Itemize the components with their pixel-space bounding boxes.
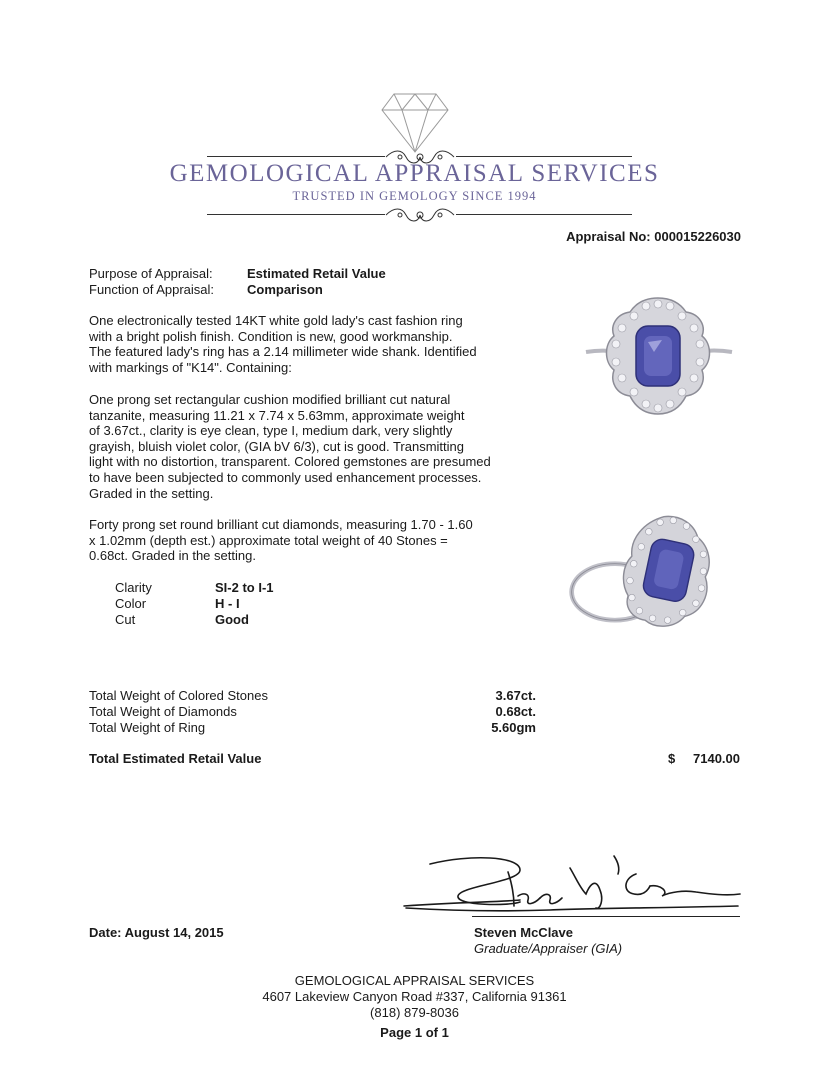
header-rule-bottom-right (456, 214, 632, 215)
appraisal-number-value: 000015226030 (654, 229, 741, 244)
tanzanite-description-line: of 3.67ct., clarity is eye clean, type I, medium dark, very slightly (89, 423, 453, 439)
total-colored-stones-label: Total Weight of Colored Stones (89, 688, 268, 703)
signature-image (400, 848, 745, 923)
scroll-ornament-icon (384, 205, 456, 225)
appraiser-name: Steven McClave (474, 925, 573, 940)
cut-value: Good (215, 612, 249, 627)
currency-symbol: $ (668, 751, 676, 766)
diamonds-description (89, 517, 529, 564)
tanzanite-description (89, 392, 529, 501)
footer-phone: (818) 879-8036 (370, 1005, 459, 1020)
tanzanite-description-line: One prong set rectangular cushion modified brilliant cut natural (89, 392, 451, 407)
footer-address: 4607 Lakeview Canyon Road #337, California 91361 (262, 989, 567, 1004)
diamonds-description-line: Forty prong set round brilliant cut diamonds, measuring 1.70 - 1.60 (89, 517, 473, 532)
tanzanite-description-line: grayish, bluish violet color, (GIA bV 6/3), cut is good. Transmitting (89, 438, 465, 454)
appraisal-number (566, 229, 741, 244)
total-diamonds-label: Total Weight of Diamonds (89, 704, 237, 719)
color-value: H - I (215, 596, 240, 611)
color-label: Color (115, 596, 147, 611)
purpose-value: Estimated Retail Value (247, 266, 386, 281)
ring-side-photo (566, 505, 726, 645)
total-ring-weight-value: 5.60gm (491, 720, 536, 735)
appraisal-date: Date: August 14, 2015 (89, 925, 224, 940)
page-number: Page 1 of 1 (380, 1025, 449, 1040)
diamonds-description-line: 0.68ct. Graded in the setting. (89, 548, 256, 564)
header-rule-top-left (207, 156, 385, 157)
ring-description-line: with markings of "K14". Containing: (89, 359, 292, 375)
company-title: GEMOLOGICAL APPRAISAL SERVICES (169, 160, 660, 187)
clarity-label: Clarity (115, 580, 152, 595)
function-value: Comparison (247, 282, 323, 297)
ring-description-line: with a bright polish finish. Condition is new, good workmanship. (89, 328, 453, 344)
purpose-label: Purpose of Appraisal: (89, 266, 213, 281)
header-rule-bottom-left (207, 214, 385, 215)
appraisal-number-label: Appraisal No: (566, 229, 651, 244)
ring-front-photo (578, 292, 738, 422)
company-tagline: TRUSTED IN GEMOLOGY SINCE 1994 (292, 189, 537, 203)
total-diamonds-value: 0.68ct. (495, 704, 536, 719)
retail-value-label: Total Estimated Retail Value (89, 751, 262, 766)
ring-description (89, 313, 529, 375)
diamonds-description-line: x 1.02mm (depth est.) approximate total weight of 40 Stones = (89, 532, 448, 548)
tanzanite-description-line: tanzanite, measuring 11.21 x 7.74 x 5.63mm, approximate weight (89, 407, 465, 423)
ring-description-line: One electronically tested 14KT white gold lady's cast fashion ring (89, 313, 463, 328)
tanzanite-description-line: Graded in the setting. (89, 485, 214, 501)
cut-label: Cut (115, 612, 136, 627)
tanzanite-description-line: light with no distortion, transparent. Colored gemstones are presumed (89, 454, 491, 470)
tanzanite-description-line: to have been subjected to commonly used enhancement processes. (89, 469, 482, 485)
total-ring-weight-label: Total Weight of Ring (89, 720, 206, 735)
total-colored-stones-value: 3.67ct. (495, 688, 536, 703)
diamond-logo-icon (380, 92, 450, 154)
appraiser-title: Graduate/Appraiser (GIA) (474, 941, 623, 956)
footer-company: GEMOLOGICAL APPRAISAL SERVICES (294, 973, 535, 988)
function-label: Function of Appraisal: (89, 282, 215, 297)
signature-line (472, 916, 740, 917)
header-rule-top-right (456, 156, 632, 157)
ring-description-line: The featured lady's ring has a 2.14 millimeter wide shank. Identified (89, 344, 477, 360)
clarity-value: SI-2 to I-1 (215, 580, 274, 595)
retail-value-amount: 7140.00 (693, 751, 740, 766)
